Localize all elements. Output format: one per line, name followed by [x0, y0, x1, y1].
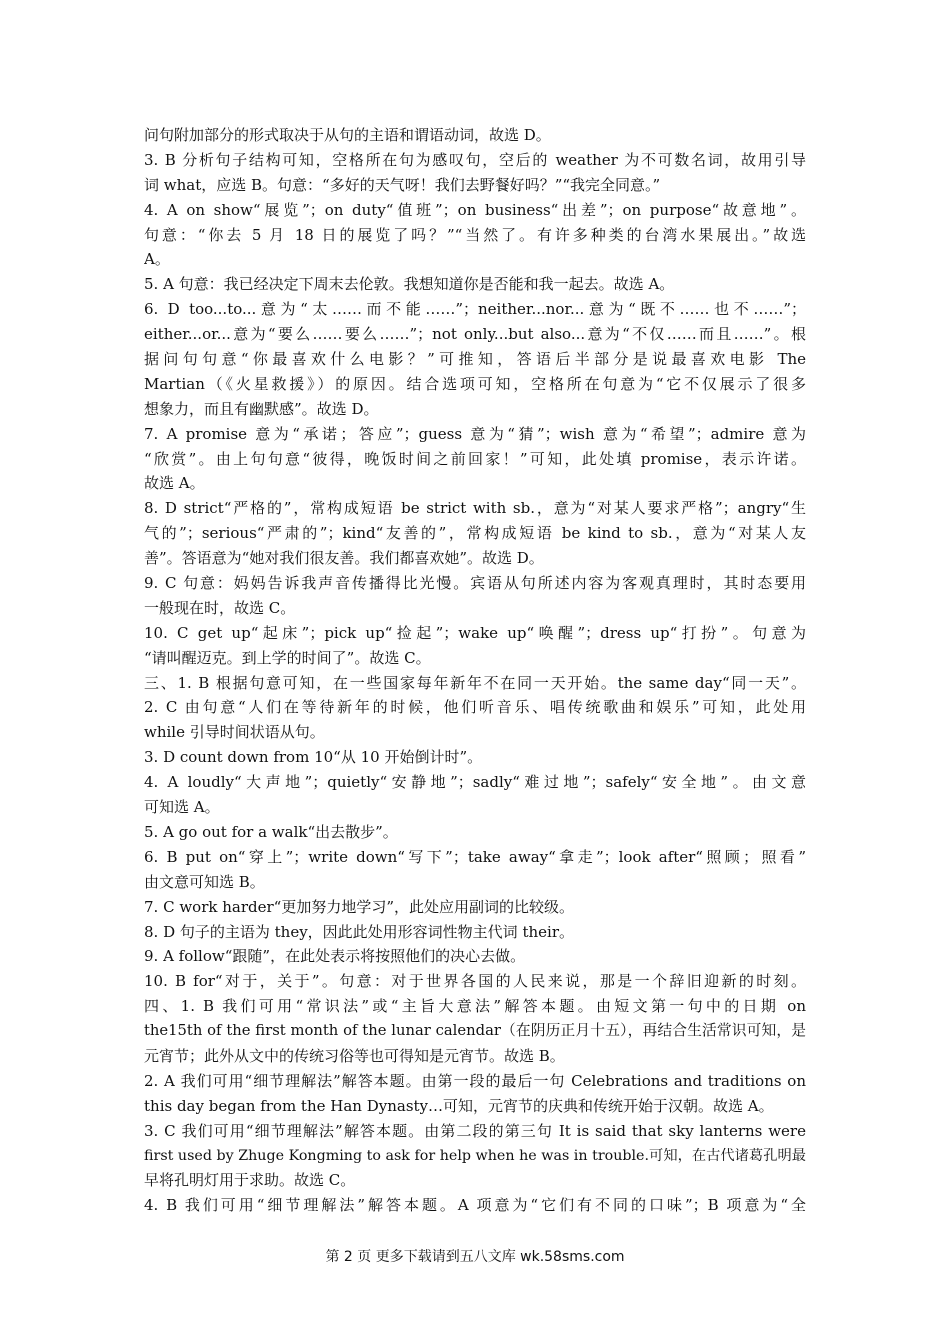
text-line: first used by Zhuge Kongming to ask for help when he was in trouble.可知，在古代诸葛孔明最 [144, 1147, 806, 1164]
text-line: 句意：“你去 5 月 18 日的展览了吗？”“当然了。有许多种类的台湾水果展出。”故选 [144, 225, 806, 244]
text-line: 问句附加部分的形式取决于从句的主语和谓语动词，故选 D。 [144, 126, 551, 144]
text-line: Martian（《火星救援》）的原因。结合选项可知，空格所在句意为“它不仅展示了很多 [144, 374, 806, 393]
text-line: this day began from the Han Dynasty…可知，元宵节的庆典和传统开始于汉朝。故选 A。 [144, 1096, 774, 1115]
text-line: 3. C 我们可用“细节理解法”解答本题。由第二段的第三句 It is said that sky lanterns were [144, 1121, 806, 1140]
text-line: 由文意可知选 B。 [144, 872, 265, 891]
text-line: 元宵节；此外从文中的传统习俗等也可得知是元宵节。故选 B。 [144, 1046, 565, 1065]
text-line: the15th of the first month of the lunar calendar（在阴历正月十五），再结合生活常识可知，是 [144, 1022, 806, 1040]
text-line: 6. B put on“穿上”；write down“写下”；take away“拿走”；look after“照顾；照看” [144, 847, 806, 866]
text-line: 3. B 分析句子结构可知，空格所在句为感叹句，空后的 weather 为不可数名词，故用引导 [144, 150, 806, 169]
text-line: 9. C 句意：妈妈告诉我声音传播得比光慢。宾语从句所述内容为客观真理时，其时态要用 [144, 574, 806, 593]
text-line: 7. A promise 意为“承诺；答应”；guess 意为“猜”；wish 意为“希望”；admire 意为 [144, 424, 806, 443]
text-line: 早将孔明灯用于求助。故选 C。 [144, 1171, 356, 1190]
text-line: while 引导时间状语从句。 [144, 723, 325, 742]
text-line: 2. C 由句意“人们在等待新年的时候，他们听音乐、唱传统歌曲和娱乐”可知，此处用 [144, 698, 806, 717]
text-line: 4. B 我们可用“细节理解法”解答本题。A 项意为“它们有不同的口味”；B 项意为“全 [144, 1196, 806, 1215]
text-line: 3. D count down from 10“从 10 开始倒计时”。 [144, 748, 483, 767]
document-body [144, 123, 806, 1218]
text-line: 10. C get up“起床”；pick up“捡起”；wake up“唤醒”；dress up“打扮”。句意为 [144, 623, 806, 642]
text-line: 一般现在时，故选 C。 [144, 598, 296, 617]
text-line: 想象力，而且有幽默感”。故选 D。 [144, 399, 379, 418]
text-line: 4. A on show“展览”；on duty“值班”；on business“出差”；on purpose“故意地”。 [144, 200, 806, 219]
text-line: “请叫醒迈克。到上学的时间了”。故选 C。 [144, 648, 431, 667]
page-footer: 第 2 页 更多下载请到五八文库 wk.58sms.com [325, 1249, 625, 1265]
text-line: 6. D too...to...意为“太……而不能……”；neither...nor...意为“既不……也不……”； [144, 300, 806, 319]
text-line: 8. D strict“严格的”，常构成短语 be strict with sb.，意为“对某人要求严格”；angry“生 [144, 499, 806, 518]
text-line: 10. B for“对于，关于”。句意：对于世界各国的人民来说，那是一个辞旧迎新的时刻。 [144, 972, 806, 991]
text-line: 据问句句意“你最喜欢什么电影？”可推知，答语后半部分是说最喜欢电影 The [144, 350, 806, 369]
text-line: A。 [144, 250, 170, 269]
text-line: “欣赏”。由上句句意“彼得，晚饭时间之前回家！”可知，此处填 promise，表示许诺。 [144, 449, 806, 468]
text-line: 气的”；serious“严肃的”；kind“友善的”，常构成短语 be kind to sb.，意为“对某人友 [144, 524, 806, 543]
text-line: 5. A go out for a walk“出去散步”。 [144, 822, 398, 841]
text-line: 4. A loudly“大声地”；quietly“安静地”；sadly“难过地”；safely“安全地”。由文意 [144, 773, 806, 792]
text-line: 可知选 A。 [144, 798, 220, 817]
text-line: 词 what，应选 B。句意：“多好的天气呀！我们去野餐好吗？”“我完全同意。” [144, 175, 661, 194]
text-line: 9. A follow“跟随”，在此处表示将按照他们的决心去做。 [144, 947, 526, 966]
text-line: 三、1. B 根据句意可知，在一些国家每年新年不在同一天开始。the same day“同一天”。 [144, 673, 806, 692]
text-line: 四、1. B 我们可用“常识法”或“主旨大意法”解答本题。由短文第一句中的日期 on [144, 997, 806, 1016]
text-line: either...or...意为“要么……要么……”；not only...but also...意为“不仅……而且……”。根 [144, 325, 806, 344]
text-line: 8. D 句子的主语为 they，因此此处用形容词性物主代词 their。 [144, 922, 574, 941]
text-line: 善”。答语意为“她对我们很友善。我们都喜欢她”。故选 D。 [144, 549, 544, 568]
text-line: 故选 A。 [144, 474, 205, 493]
text-line: 2. A 我们可用“细节理解法”解答本题。由第一段的最后一句 Celebrations and traditions on [144, 1071, 806, 1090]
text-line: 5. A 句意：我已经决定下周末去伦敦。我想知道你是否能和我一起去。故选 A。 [144, 275, 675, 294]
text-line: 7. C work harder“更加努力地学习”，此处应用副词的比较级。 [144, 897, 574, 916]
